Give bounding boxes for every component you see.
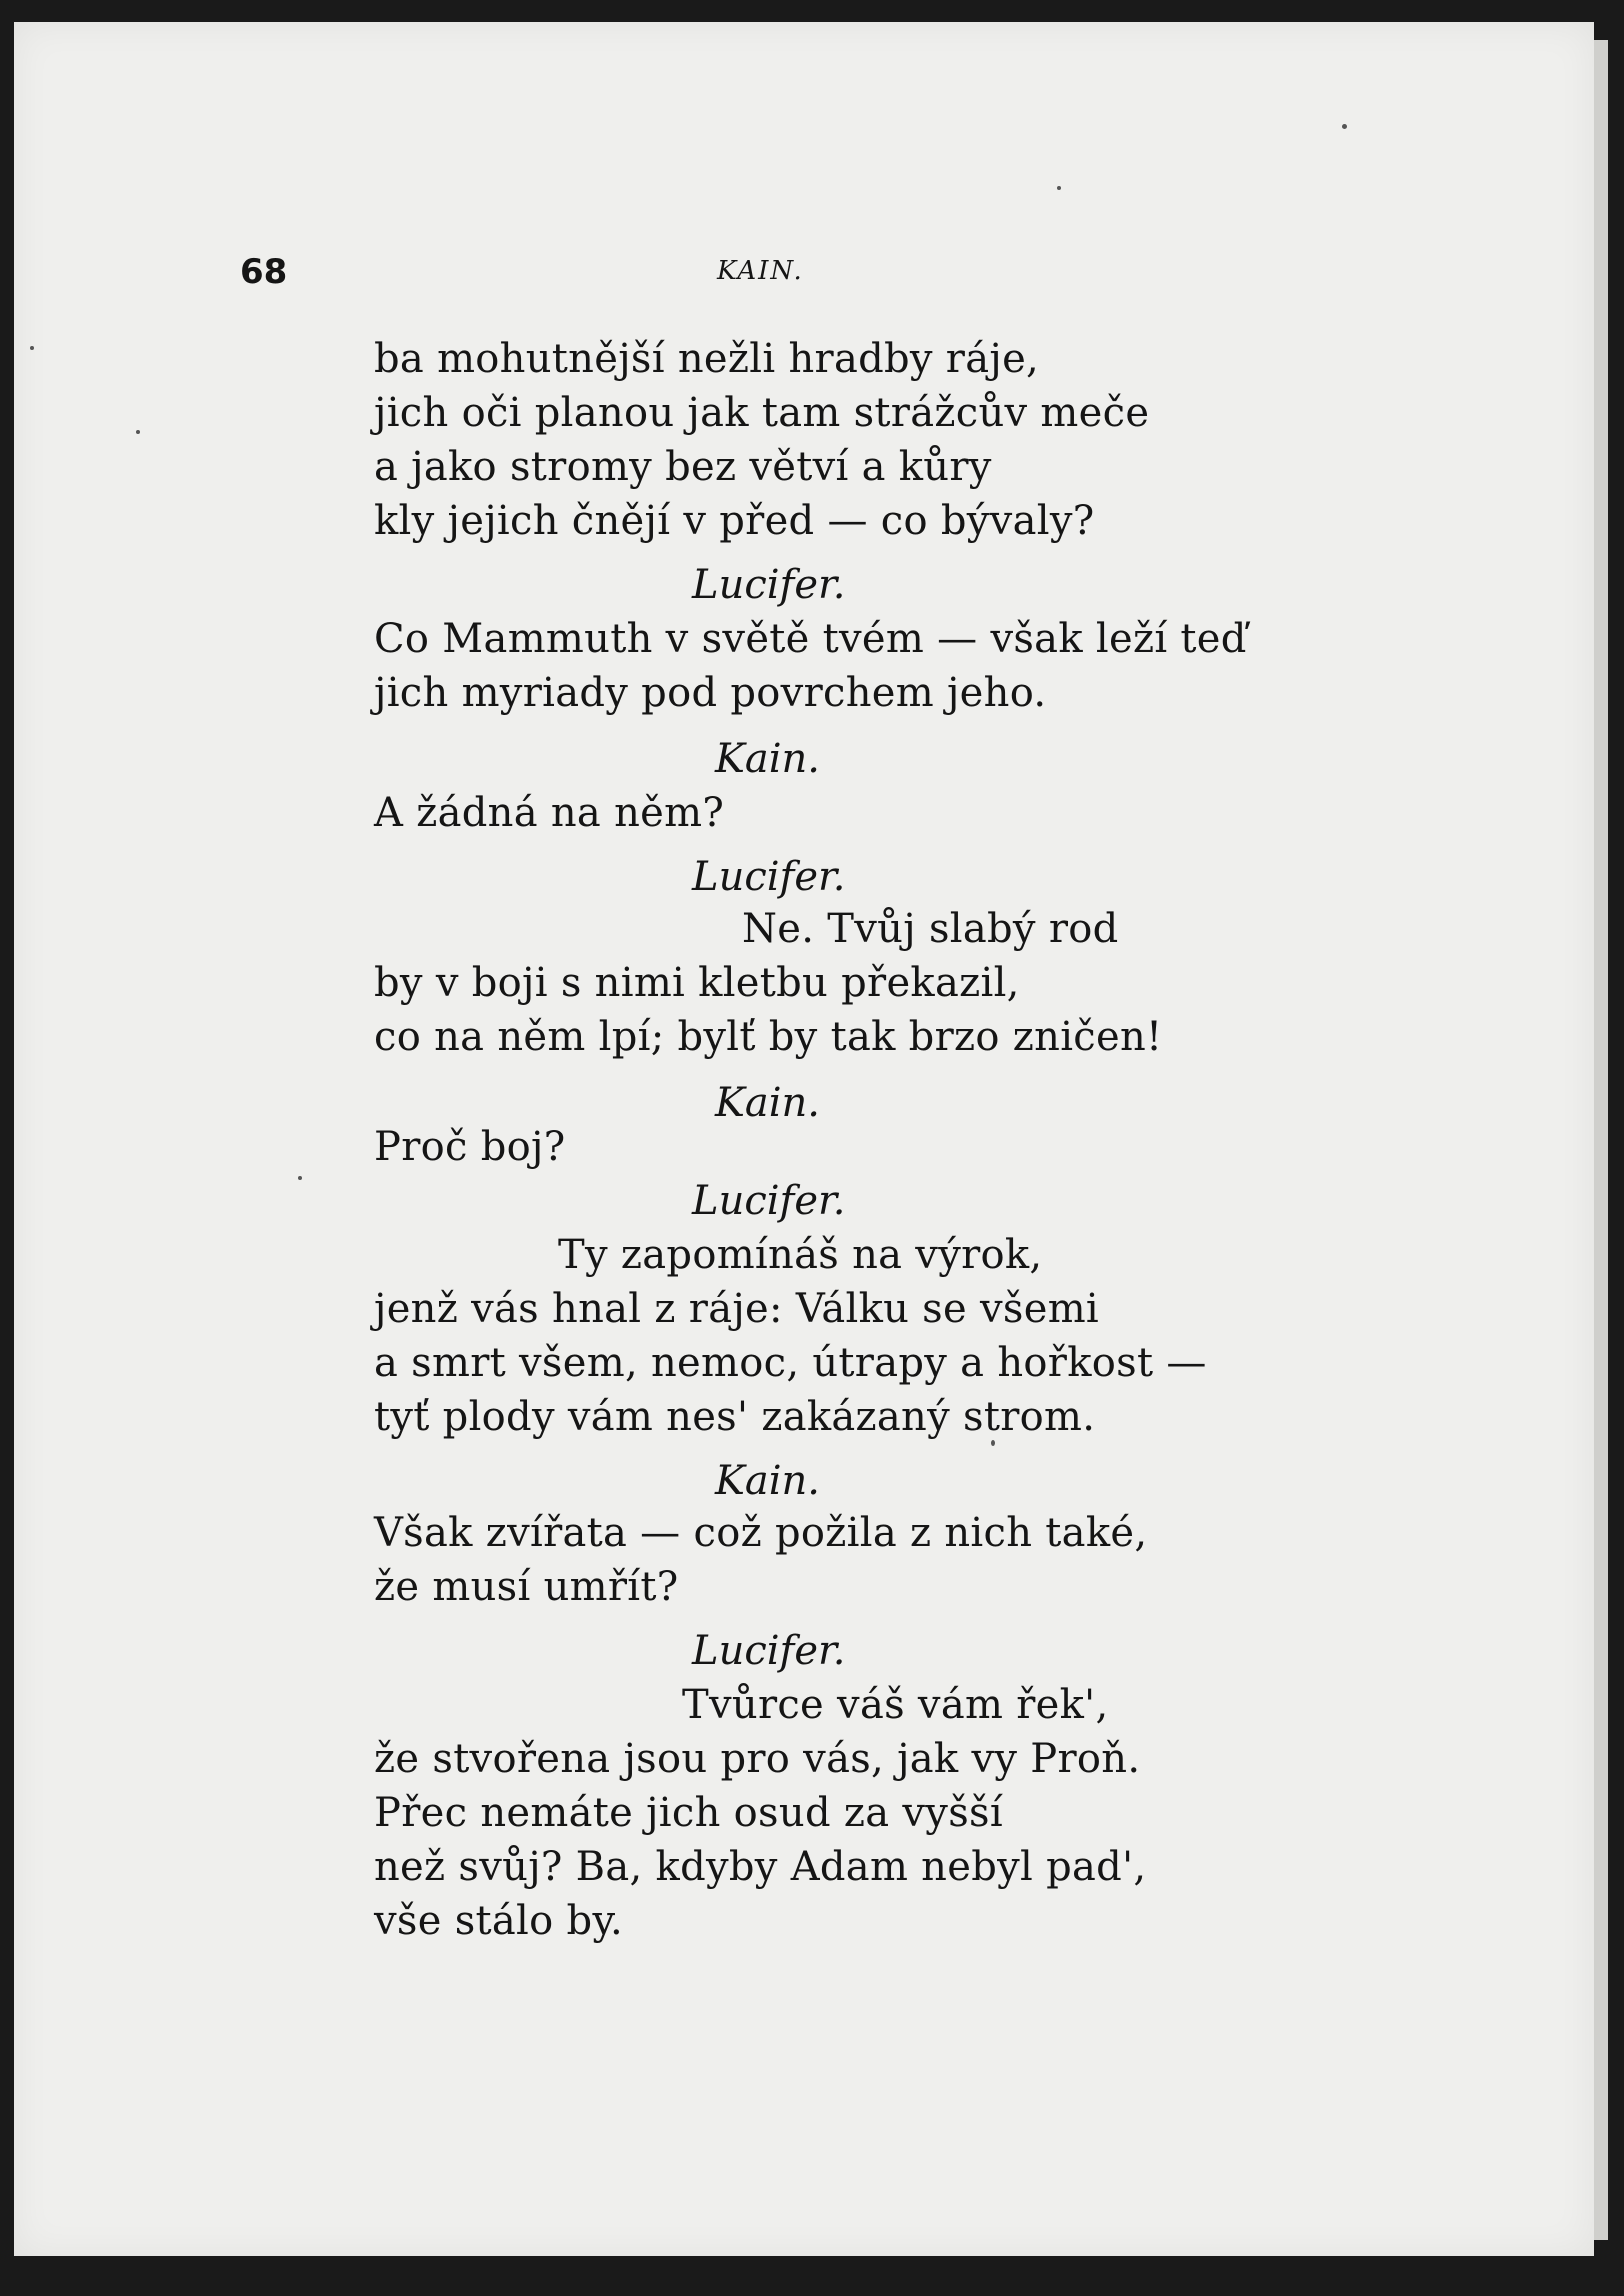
verse-line: jich oči planou jak tam strážcův meče xyxy=(374,390,1150,436)
speaker-name: Kain. xyxy=(715,1458,820,1504)
speaker-name: Kain. xyxy=(715,1080,820,1126)
verse-line: Ne. Tvůj slabý rod xyxy=(742,906,1119,952)
verse-line: že stvořena jsou pro vás, jak vy Proň. xyxy=(374,1736,1141,1782)
paper-speck xyxy=(991,1440,995,1446)
page-number: 68 xyxy=(240,252,288,292)
verse-line: a jako stromy bez větví a kůry xyxy=(374,444,992,490)
speaker-name: Lucifer. xyxy=(692,854,846,900)
paper-speck xyxy=(1057,186,1061,190)
paper-speck xyxy=(136,430,140,434)
speaker-name: Kain. xyxy=(715,736,820,782)
verse-line: vše stálo by. xyxy=(374,1898,624,1944)
speaker-name: Lucifer. xyxy=(692,1628,846,1674)
verse-line: Přec nemáte jich osud za vyšší xyxy=(374,1790,1003,1836)
verse-line: by v boji s nimi kletbu překazil, xyxy=(374,960,1020,1006)
speaker-name: Lucifer. xyxy=(692,1178,846,1224)
verse-line: Co Mammuth v světě tvém — však leží teď xyxy=(374,616,1247,662)
verse-line: a smrt všem, nemoc, útrapy a hořkost — xyxy=(374,1340,1207,1386)
verse-line: co na něm lpí; bylť by tak brzo zničen! xyxy=(374,1014,1163,1060)
verse-line: tyť plody vám nes' zakázaný strom. xyxy=(374,1394,1096,1440)
paper-speck xyxy=(1342,124,1347,129)
paper-speck xyxy=(298,1176,302,1180)
verse-line: ba mohutnější nežli hradby ráje, xyxy=(374,336,1040,382)
verse-line: jich myriady pod povrchem jeho. xyxy=(374,670,1047,716)
verse-line: jenž vás hnal z ráje: Válku se všemi xyxy=(374,1286,1100,1332)
running-title: KAIN. xyxy=(717,256,804,286)
verse-line: než svůj? Ba, kdyby Adam nebyl pad', xyxy=(374,1844,1147,1890)
verse-line: Ty zapomínáš na výrok, xyxy=(558,1232,1043,1278)
verse-line: Proč boj? xyxy=(374,1124,566,1170)
verse-line: Však zvířata — což požila z nich také, xyxy=(374,1510,1148,1556)
paper-speck xyxy=(30,346,34,350)
speaker-name: Lucifer. xyxy=(692,562,846,608)
verse-line: Tvůrce váš vám řek', xyxy=(682,1682,1109,1728)
page-edge xyxy=(1594,40,1608,2240)
verse-line: že musí umřít? xyxy=(374,1564,679,1610)
verse-line: A žádná na něm? xyxy=(374,790,725,836)
verse-line: kly jejich čnějí v před — co bývaly? xyxy=(374,498,1095,544)
